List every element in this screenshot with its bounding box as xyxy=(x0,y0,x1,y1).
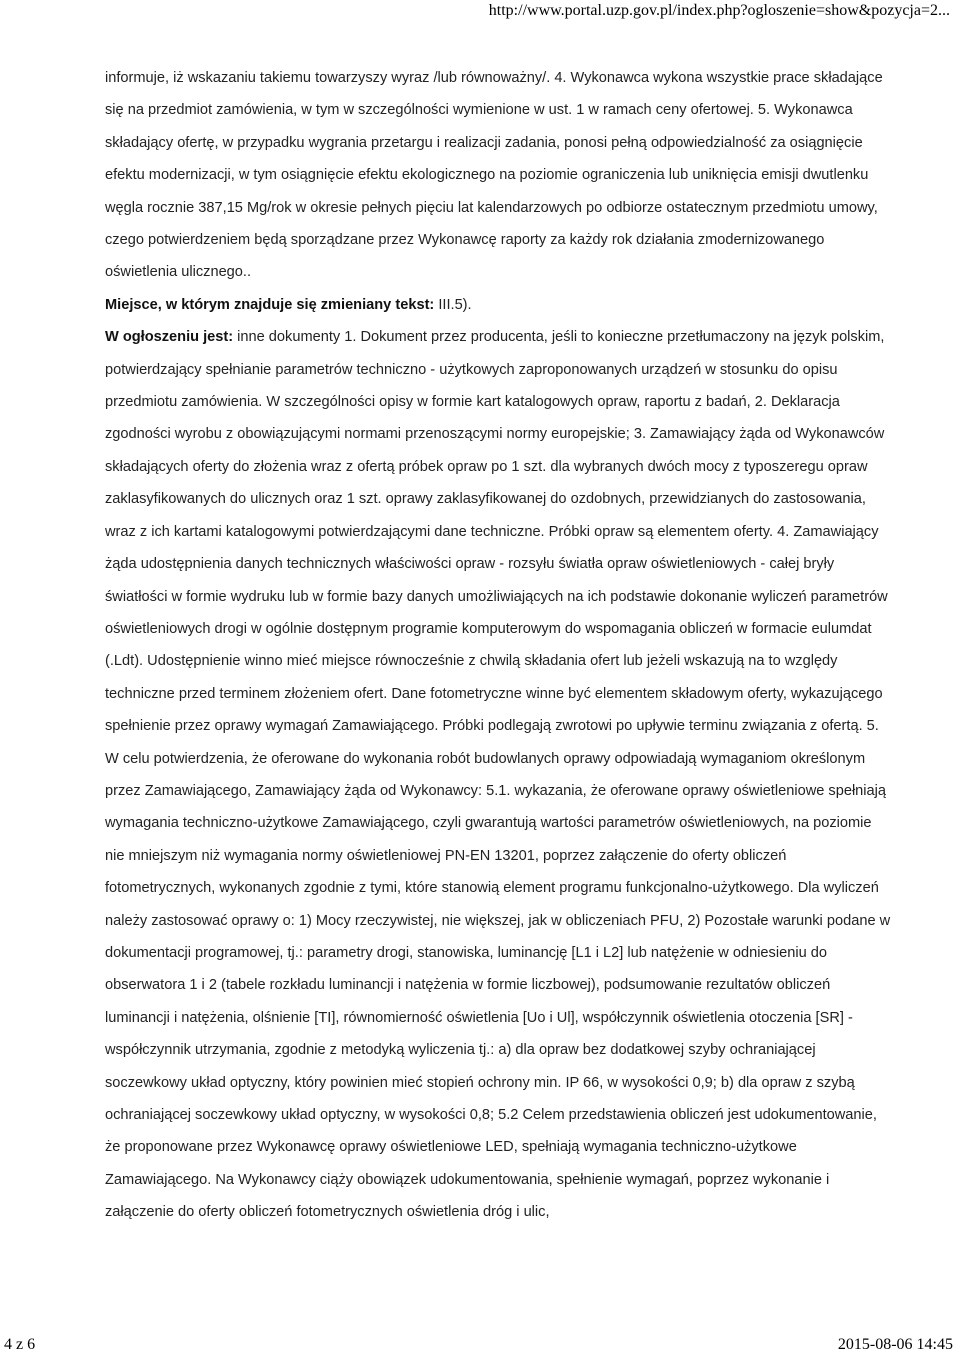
change-location-line xyxy=(105,289,895,321)
announcement-text: inne dokumenty 1. Dokument przez producenta, jeśli to konieczne przetłumaczony na język polskim, potwierdzający spełnianie parametrów techniczno - użytkowych zaproponowanych urządzeń w stosunku do opisu przedmiotu zamówienia. W szczególności opisy w formie kart katalogowych opraw, raportu z badań, 2. Deklaracja zgodności wyrobu z obowiązującymi normami przenoszącymi normy europejskie; 3. Zamawiający żąda od Wykonawców składających oferty do złożenia wraz z ofertą próbek opraw po 1 szt. dla wybranych dwóch mocy z typoszeregu opraw zaklasyfikowanych do ulicznych oraz 1 szt. oprawy zaklasyfikowanej do ozdobnych, przewidzianych do zastosowania, wraz z ich kartami katalogowymi potwierdzającymi dane techniczne. Próbki opraw są elementem oferty. 4. Zamawiający żąda udostępnienia danych technicznych właściwości opraw - rozsyłu światła opraw oświetleniowych - całej bryły światłości w formie wydruku lub w formie bazy danych umożliwiających na ich podstawie dokonanie wyliczeń parametrów oświetleniowych drogi w ogólnie dostępnym programie komputerowym do wspomagania obliczeń w formacie eulumdat (.Ldt). Udostępnienie winno mieć miejsce równocześnie z chwilą składania ofert lub jeżeli wskazują na to względy techniczne przed terminem złożeniem ofert. Dane fotometryczne winne być elementem składowym oferty, wykazującego spełnienie przez oprawy wymagań Zamawiającego. Próbki podlegają zwrotowi po upływie terminu związania z ofertą. 5. W celu potwierdzenia, że oferowane do wykonania robót budowlanych oprawy odpowiadają wymaganiom określonym przez Zamawiającego, Zamawiający żąda od Wykonawcy: 5.1. wykazania, że oferowane oprawy oświetleniowe spełniają wymagania techniczno-użytkowe Zamawiającego, czyli gwarantują wartości parametrów oświetleniowych, na poziomie nie mniejszym niż wymagania normy oświetleniowej PN-EN 13201, poprzez załączenie do oferty obliczeń fotometrycznych, wykonanych zgodnie z tymi, które stanowią element programu funkcjonalno-użytkowego. Dla wyliczeń należy zastosować oprawy o: 1) Mocy rzeczywistej, nie większej, jak w obliczeniach PFU, 2) Pozostałe warunki podane w dokumentacji programowej, tj.: parametry drogi, stanowiska, luminancję [L1 i L2] lub natężenie w odniesieniu do obserwatora 1 i 2 (tabele rozkładu luminancji i natężenia w formie liczbowej), podsumowanie rezultatów obliczeń luminancji i natężenia, olśnienie [TI], równomierność oświetlenia [Uo i Ul], współczynnik oświetlenia otoczenia [SR] - współczynnik utrzymania, zgodnie z metodyką wyliczenia tj.: a) dla opraw bez dodatkowej szyby ochraniającej soczewkowy układ optyczny, który powinien mieć stopień ochrony min. IP 66, w wysokości 0,9; b) dla opraw z szybą ochraniającej soczewkowy układ optyczny, w wysokości 0,8; 5.2 Celem przedstawienia obliczeń jest udokumentowanie, że proponowane przez Wykonawcę oprawy oświetleniowe LED, spełniają wymagania techniczno-użytkowe Zamawiającego. Na Wykonawcy ciąży obowiązek udokumentowania, spełnienie wymagań, poprzez wykonanie i załączenie do oferty obliczeń fotometrycznych oświetlenia dróg i ulic, xyxy=(105,329,891,1221)
continued-paragraph: informuje, iż wskazaniu takiemu towarzyszy wyraz /lub równoważny/. 4. Wykonawca wykona wszystkie prace składające się na przedmiot zamówienia, w tym w szczególności wymienione w ust. 1 w ramach ceny ofertowej. 5. Wykonawca składający ofertę, w przypadku wygrania przetargu i realizacji zadania, ponosi pełną odpowiedzialność za osiągnięcie efektu modernizacji, w tym osiągnięcie efektu ekologicznego na poziomie ograniczenia lub uniknięcia emisji dwutlenku węgla rocznie 387,15 Mg/rok w okresie pełnych pięciu lat kalendarzowych po odbiorze ostatecznym przedmiotu umowy, czego potwierdzeniem będą sporządzane przez Wykonawcę raporty za każdy rok działania zmodernizowanego oświetlenia ulicznego.. xyxy=(105,70,883,281)
print-header-url: http://www.portal.uzp.gov.pl/index.php?ogloszenie=show&pozycja=2... xyxy=(488,2,950,19)
change-location-label: Miejsce, w którym znajduje się zmieniany tekst: xyxy=(105,296,435,313)
print-timestamp: 2015-08-06 14:45 xyxy=(837,1336,953,1353)
change-location-value: III.5). xyxy=(434,296,472,313)
announcement-label: W ogłoszeniu jest: xyxy=(105,329,234,346)
announcement-text-paragraph xyxy=(105,321,895,1228)
page-number: 4 z 6 xyxy=(4,1336,36,1353)
announcement-body xyxy=(105,62,895,1229)
